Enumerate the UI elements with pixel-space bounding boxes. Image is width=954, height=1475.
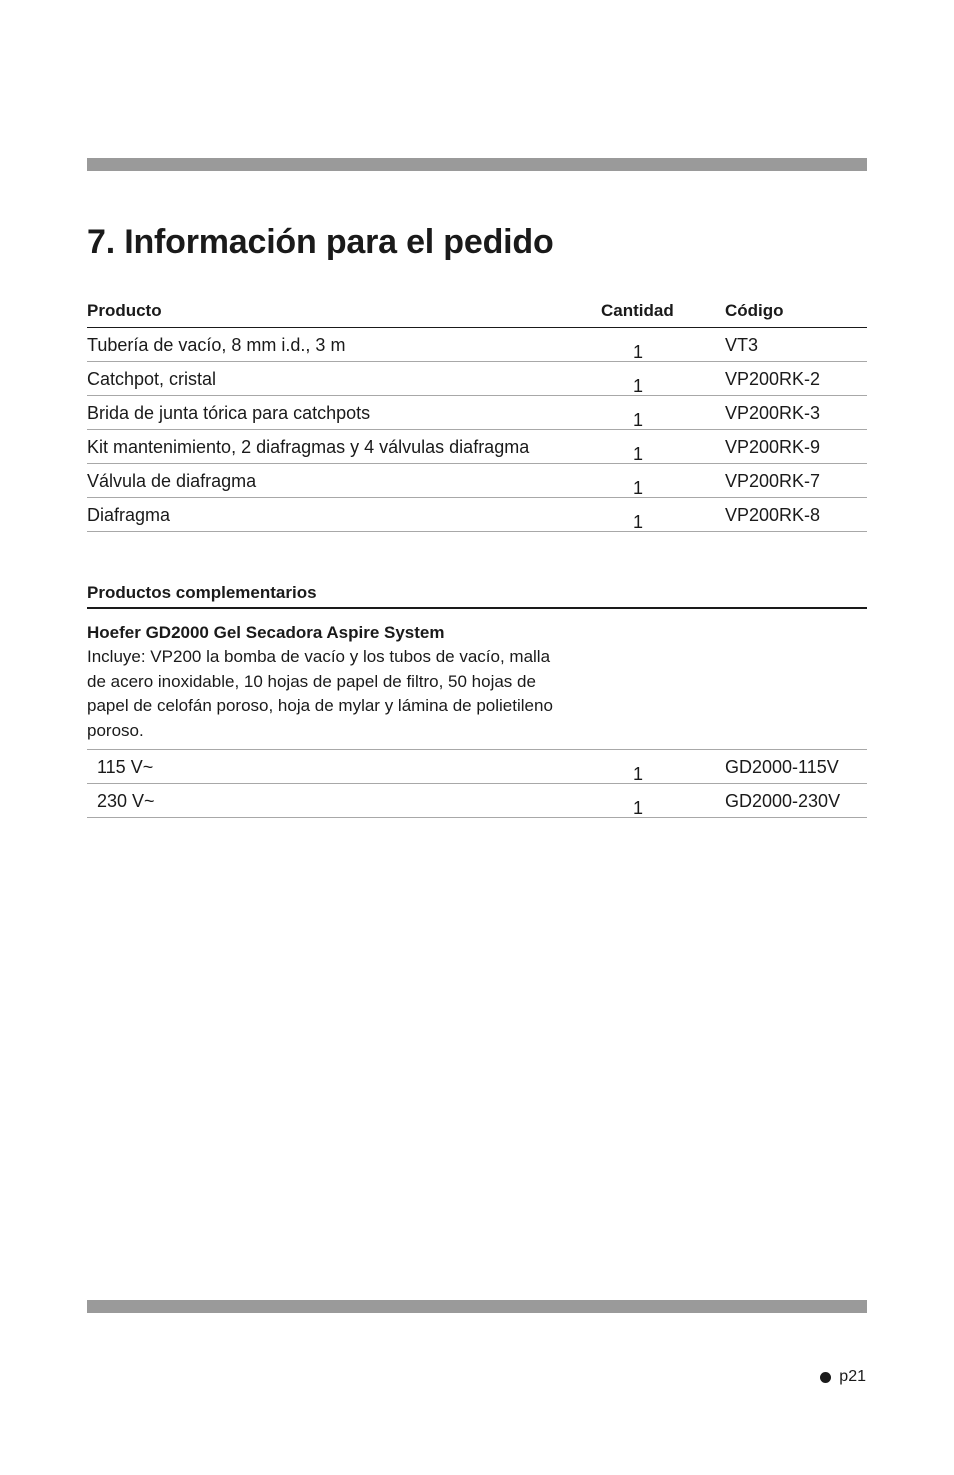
row-code: VP200RK-2 <box>725 369 821 389</box>
row-quantity: 1 <box>632 798 644 818</box>
header-product: Producto <box>87 301 162 320</box>
complementary-product-description: Incluye: VP200 la bomba de vacío y los tubos de vacío, malla de acero inoxidable, 10 hojas de papel de filtro, 50 hojas de papel de celofán poroso, hoja de mylar y lámina de polietileno poroso. <box>87 647 553 740</box>
row-code: VP200RK-3 <box>725 403 821 423</box>
complementary-header-label: Productos complementarios <box>87 583 317 602</box>
table-row <box>87 750 867 784</box>
row-product: Catchpot, cristal <box>87 369 217 389</box>
row-code: VP200RK-9 <box>725 437 821 457</box>
complementary-product-name: Hoefer GD2000 Gel Secadora Aspire System <box>87 623 445 642</box>
table-row <box>87 328 867 362</box>
page-number <box>820 1368 866 1386</box>
complementary-table <box>87 580 867 818</box>
row-quantity: 1 <box>632 410 644 430</box>
row-code: GD2000-230V <box>725 791 841 811</box>
row-quantity: 1 <box>632 444 644 464</box>
row-product: 230 V~ <box>97 791 155 811</box>
top-divider-bar <box>87 158 867 171</box>
order-table <box>87 298 867 532</box>
row-product: Brida de junta tórica para catchpots <box>87 403 371 423</box>
row-quantity: 1 <box>632 478 644 498</box>
row-product: Tubería de vacío, 8 mm i.d., 3 m <box>87 335 346 355</box>
complementary-header <box>87 580 867 609</box>
row-product: Válvula de diafragma <box>87 471 257 491</box>
header-code: Código <box>725 301 784 320</box>
table-row <box>87 784 867 818</box>
row-product: Diafragma <box>87 505 171 525</box>
row-quantity: 1 <box>632 764 644 784</box>
table-row <box>87 498 867 532</box>
table-row <box>87 396 867 430</box>
row-product: Kit mantenimiento, 2 diafragmas y 4 válvulas diafragma <box>87 437 530 457</box>
row-code: VT3 <box>725 335 759 355</box>
table-row <box>87 464 867 498</box>
page-number-label: p21 <box>839 1368 866 1385</box>
table-row <box>87 430 867 464</box>
complementary-product <box>87 609 867 750</box>
row-code: VP200RK-7 <box>725 471 821 491</box>
table-row <box>87 362 867 396</box>
row-code: VP200RK-8 <box>725 505 821 525</box>
row-code: GD2000-115V <box>725 757 839 777</box>
order-table-header <box>87 298 867 328</box>
row-quantity: 1 <box>632 342 644 362</box>
header-quantity: Cantidad <box>601 301 674 320</box>
row-quantity: 1 <box>632 376 644 396</box>
bottom-divider-bar <box>87 1300 867 1313</box>
row-quantity: 1 <box>632 512 644 532</box>
bullet-icon <box>820 1372 831 1383</box>
page-title: 7. Información para el pedido <box>87 223 554 261</box>
row-product: 115 V~ <box>97 757 154 777</box>
